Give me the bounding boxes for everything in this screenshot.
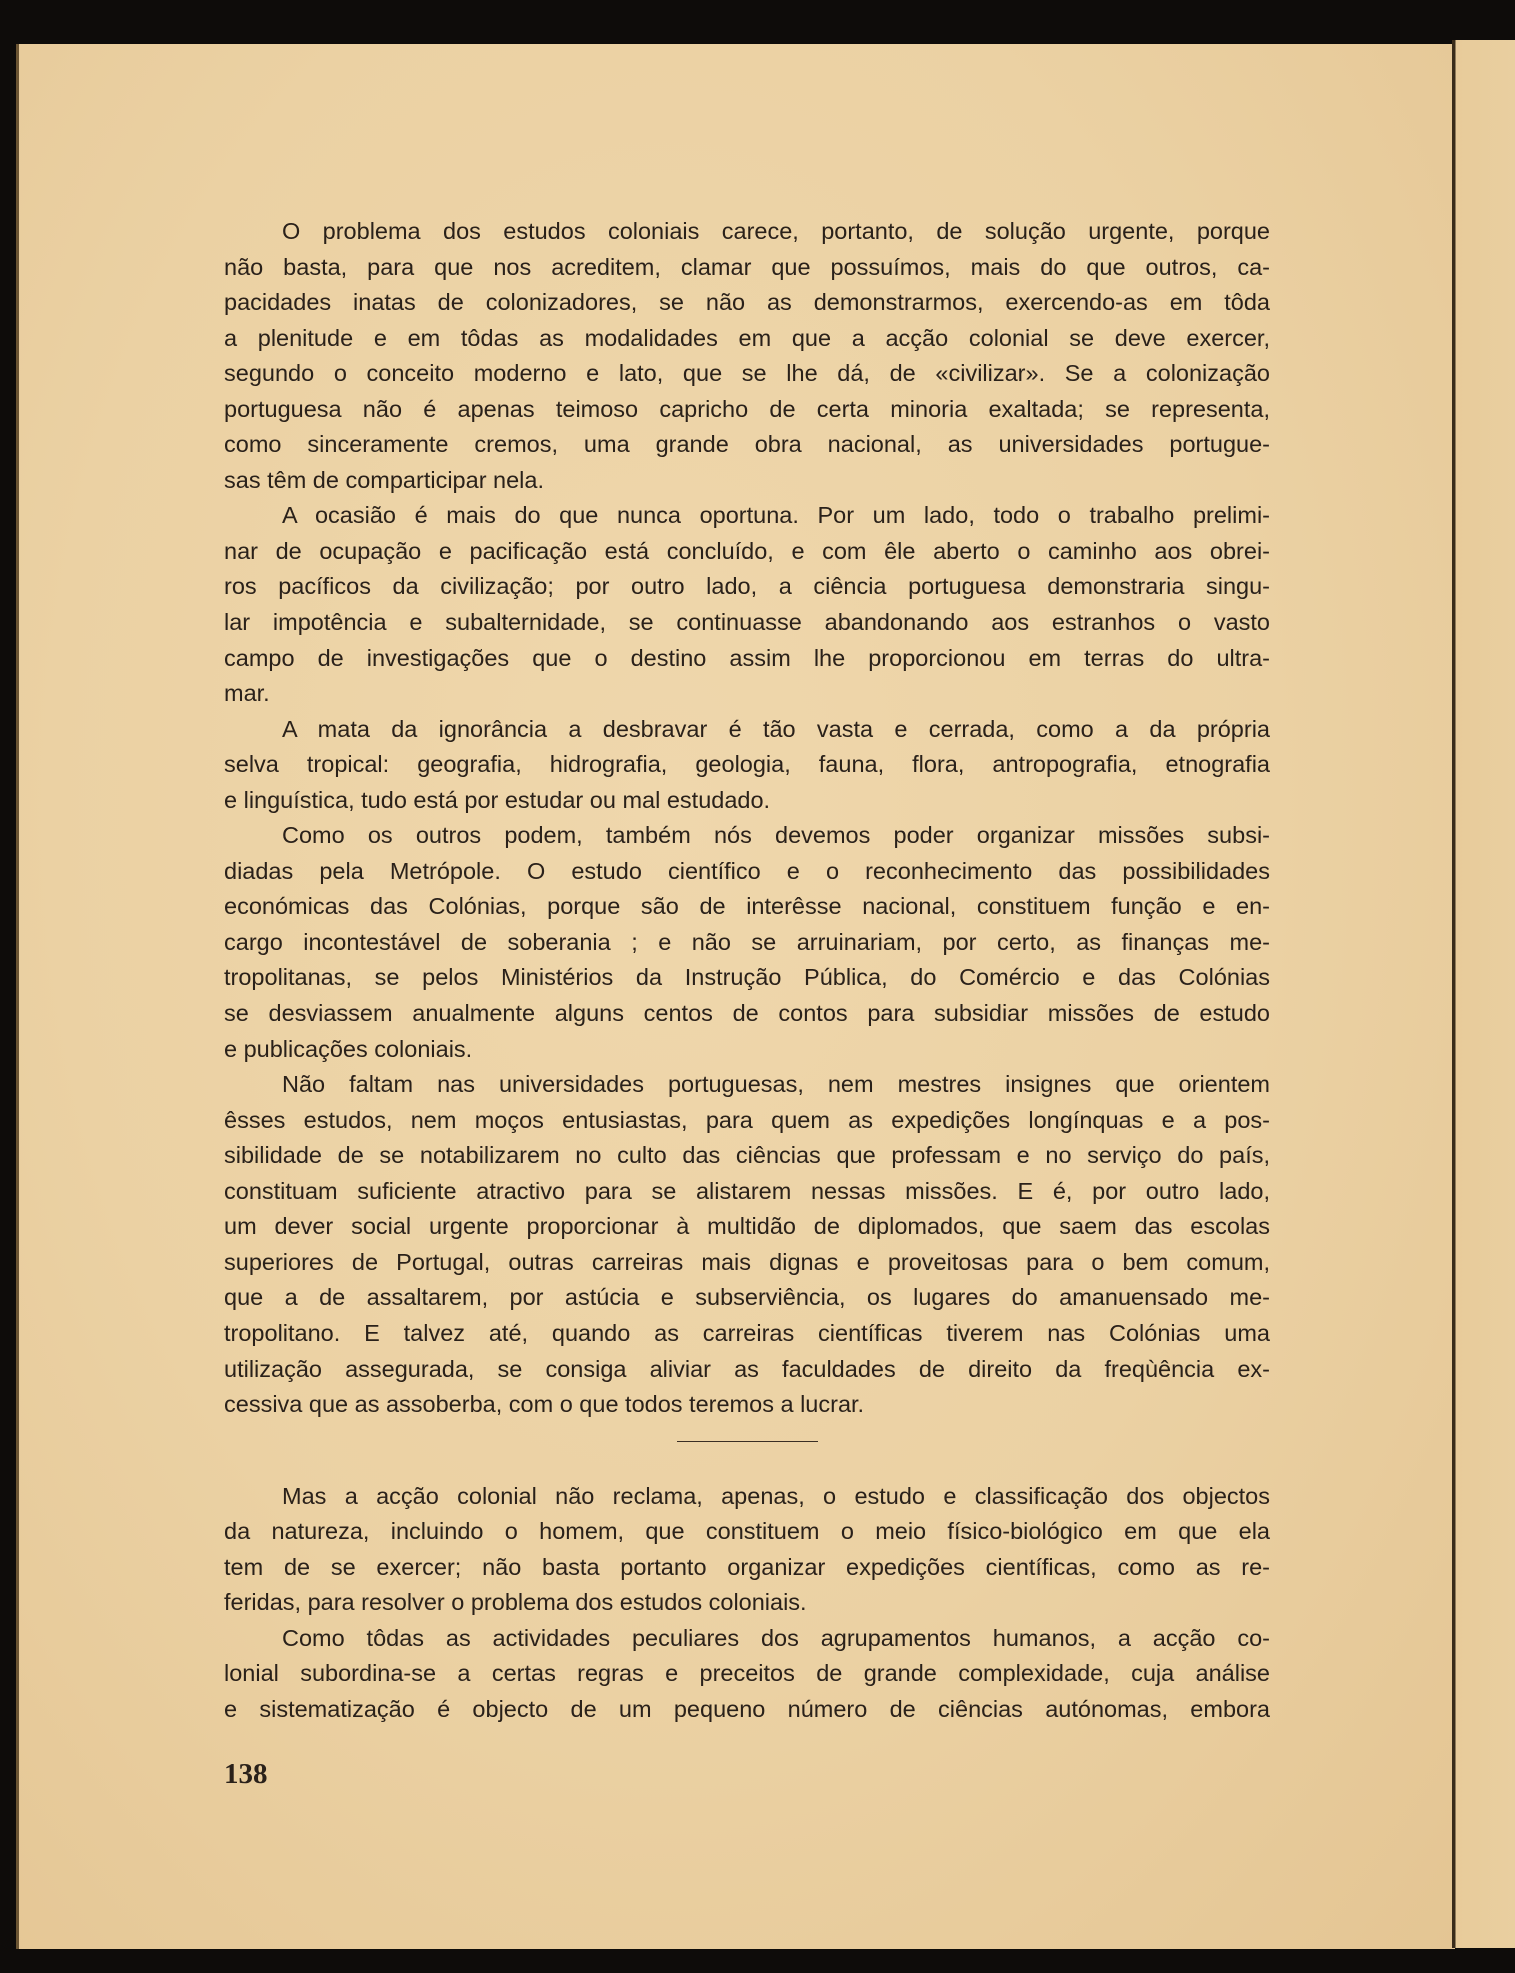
text-line: se desviassem anualmente alguns centos de contos para subsidiar missões de estudo <box>224 1000 1270 1027</box>
text-line: selva tropical: geografia, hidrografia, geologia, fauna, flora, antropografia, etnografia <box>224 751 1270 778</box>
body-text <box>224 214 1270 1727</box>
text-line: superiores de Portugal, outras carreiras mais dignas e proveitosas para o bem comum, <box>224 1248 1270 1275</box>
text-line: campo de investigações que o destino assim lhe proporcionou em terras do ultra- <box>224 644 1270 671</box>
paragraph <box>224 1479 1270 1621</box>
text-line: tropolitanas, se pelos Ministérios da Instrução Pública, do Comércio e das Colónias <box>224 964 1270 991</box>
paragraph <box>224 712 1270 819</box>
text-line: O problema dos estudos coloniais carece, portanto, de solução urgente, porque <box>282 218 1270 244</box>
text-line: económicas das Colónias, porque são de interêsse nacional, constituem função e en- <box>224 893 1270 920</box>
text-line: diadas pela Metrópole. O estudo científico e o reconhecimento das possibilidades <box>224 857 1270 884</box>
paragraph <box>224 1621 1270 1728</box>
text-line: mar. <box>224 680 270 707</box>
text-line: Como os outros podem, também nós devemos poder organizar missões subsi- <box>282 822 1270 849</box>
text-line: um dever social urgente proporcionar à multidão de diplomados, que saem das escolas <box>224 1213 1270 1240</box>
text-line: como sinceramente cremos, uma grande obra nacional, as universidades portugue- <box>224 431 1270 458</box>
text-line: da natureza, incluindo o homem, que constituem o meio físico-biológico em que ela <box>224 1518 1270 1545</box>
section-before-rule <box>224 214 1270 1423</box>
text-line: utilização assegurada, se consiga aliviar as faculdades de direito da freqùência ex- <box>224 1355 1270 1382</box>
text-line: pacidades inatas de colonizadores, se não as demonstrarmos, exercendo-as em tôda <box>224 289 1270 316</box>
text-line: constituam suficiente atractivo para se alistarem nessas missões. E é, por outro lado, <box>224 1177 1270 1204</box>
section-after-rule <box>224 1479 1270 1728</box>
text-line: que a de assaltarem, por astúcia e subserviência, os lugares do amanuensado me- <box>224 1284 1270 1311</box>
text-line: portuguesa não é apenas teimoso capricho de certa minoria exaltada; se representa, <box>224 395 1270 422</box>
text-line: a plenitude e em tôdas as modalidades em que a acção colonial se deve exercer, <box>224 324 1270 351</box>
paragraph <box>224 1067 1270 1422</box>
text-line: Não faltam nas universidades portuguesas, nem mestres insignes que orientem <box>282 1071 1270 1098</box>
text-line: e sistematização é objecto de um pequeno número de ciências autónomas, embora <box>224 1695 1270 1722</box>
text-line: não basta, para que nos acreditem, clamar que possuímos, mais do que outros, ca- <box>224 253 1270 280</box>
paragraph <box>224 498 1270 711</box>
text-line: tropolitano. E talvez até, quando as carreiras científicas tiverem nas Colónias uma <box>224 1319 1270 1346</box>
next-page-edge <box>1452 40 1515 1948</box>
text-line: nar de ocupação e pacificação está concluído, e com êle aberto o caminho aos obrei- <box>224 537 1270 564</box>
text-line: e linguística, tudo está por estudar ou mal estudado. <box>224 786 771 813</box>
text-line: cargo incontestável de soberania ; e não se arruinariam, por certo, as finanças me- <box>224 928 1270 955</box>
page-number: 138 <box>224 1758 268 1790</box>
text-line: e publicações coloniais. <box>224 1035 473 1062</box>
text-line: ros pacíficos da civilização; por outro lado, a ciência portuguesa demonstraria singu- <box>224 573 1270 600</box>
text-line: segundo o conceito moderno e lato, que se lhe dá, de «civilizar». Se a colonização <box>224 360 1270 387</box>
text-line: êsses estudos, nem moços entusiastas, para quem as expedições longínquas e a pos- <box>224 1106 1270 1133</box>
paragraph <box>224 214 1270 498</box>
text-line: lonial subordina-se a certas regras e preceitos de grande complexidade, cuja análise <box>224 1660 1270 1687</box>
text-line: cessiva que as assoberba, com o que todos teremos a lucrar. <box>224 1391 865 1418</box>
text-line: tem de se exercer; não basta portanto organizar expedições científicas, como as re- <box>224 1553 1270 1580</box>
text-line: A mata da ignorância a desbravar é tão vasta e cerrada, como a da própria <box>282 715 1270 742</box>
text-line: Mas a acção colonial não reclama, apenas, o estudo e classificação dos objectos <box>282 1482 1270 1509</box>
text-line: lar impotência e subalternidade, se continuasse abandonando aos estranhos o vasto <box>224 609 1270 636</box>
paragraph <box>224 818 1270 1067</box>
text-line: sas têm de comparticipar nela. <box>224 466 545 493</box>
text-line: A ocasião é mais do que nunca oportuna. Por um lado, todo o trabalho prelimi- <box>282 502 1270 529</box>
text-line: sibilidade de se notabilizarem no culto das ciências que professam e no serviço do país, <box>224 1142 1270 1169</box>
text-line: feridas, para resolver o problema dos estudos coloniais. <box>224 1589 807 1616</box>
text-line: Como tôdas as actividades peculiares dos agrupamentos humanos, a acção co- <box>282 1624 1270 1651</box>
